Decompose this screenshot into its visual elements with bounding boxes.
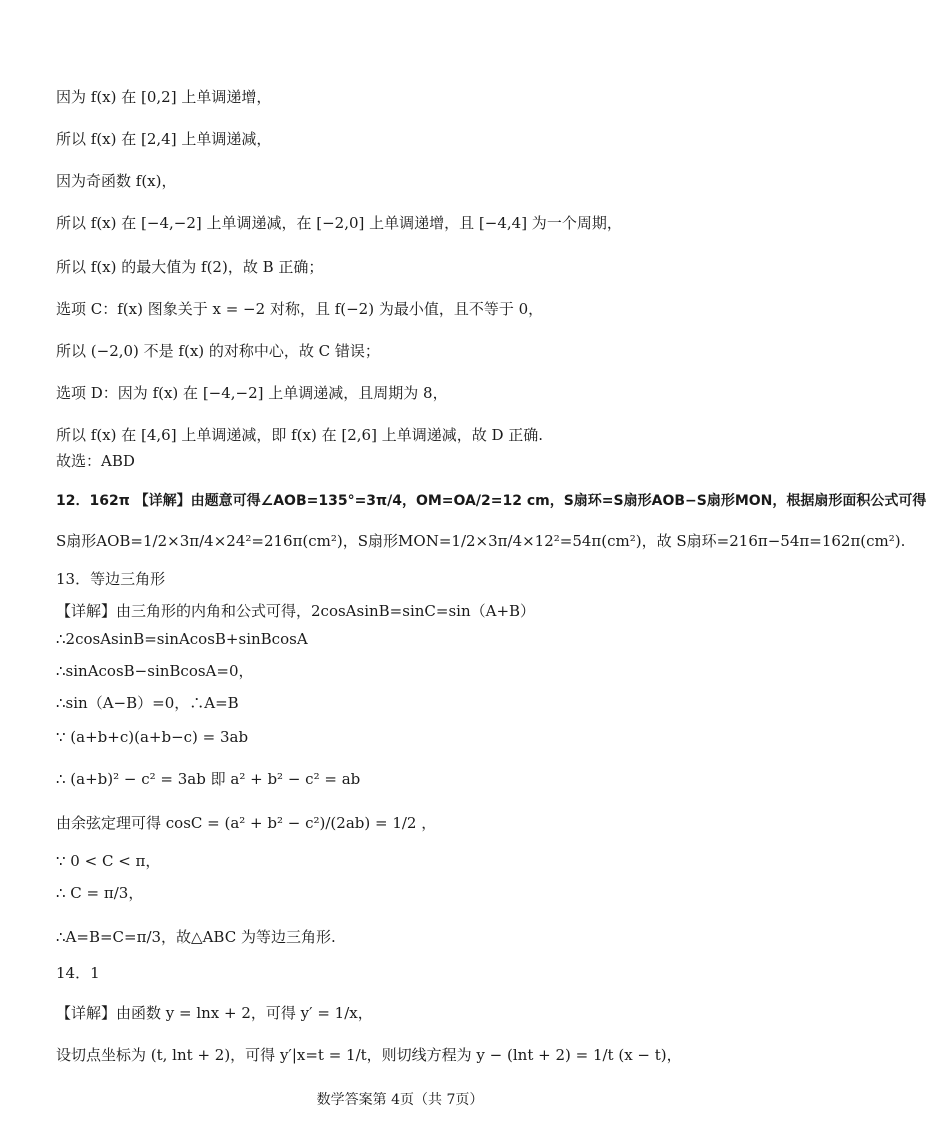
- text-line: 因为 f(x) 在 [0,2] 上单调递增，: [56, 88, 272, 106]
- text-line: 设切点坐标为 (t, lnt + 2)，可得 y′|x=t = 1/t，则切线方程为 y − (lnt + 2) = 1/t (x − t)，: [56, 1046, 682, 1064]
- q12-detail: 12．162π 【详解】由题意可得∠AOB=135°=3π/4，OM=OA/2=12 cm，S扇环=S扇形AOB−S扇形MON，根据扇形面积公式可得: [56, 493, 926, 509]
- page-footer: 数学答案第 4页（共 7页）: [316, 1092, 484, 1108]
- text-line: ∴A=B=C=π/3，故△ABC 为等边三角形.: [56, 928, 336, 946]
- answer-choice: 故选：ABD: [56, 452, 135, 470]
- text-line: 【详解】由三角形的内角和公式可得，2cosAsinB=sinC=sin（A+B）: [56, 602, 536, 620]
- text-line: ∴sin（A−B）=0，∴A=B: [56, 694, 239, 712]
- text-line: 所以 f(x) 在 [4,6] 上单调递减，即 f(x) 在 [2,6] 上单调递减，故 D 正确.: [56, 426, 544, 444]
- q12-formula: S扇形AOB=1/2×3π/4×24²=216π(cm²)，S扇形MON=1/2×3π/4×12²=54π(cm²)，故 S扇环=216π−54π=162π(cm²).: [56, 532, 906, 550]
- text-line: ∵ (a+b+c)(a+b−c) = 3ab: [56, 728, 249, 746]
- text-line: 选项 D：因为 f(x) 在 [−4,−2] 上单调递减，且周期为 8，: [56, 384, 448, 402]
- text-line: ∴2cosAsinB=sinAcosB+sinBcosA: [56, 630, 308, 648]
- text-line: 所以 (−2,0) 不是 f(x) 的对称中心，故 C 错误；: [56, 342, 380, 360]
- q13-answer: 13．等边三角形: [56, 570, 166, 588]
- text-line: ∴ (a+b)² − c² = 3ab 即 a² + b² − c² = ab: [56, 770, 361, 788]
- text-line: 所以 f(x) 在 [−4,−2] 上单调递减，在 [−2,0] 上单调递增，且 [−4,4] 为一个周期，: [56, 214, 622, 232]
- text-line: ∵ 0 < C < π，: [56, 852, 161, 870]
- text-line: 因为奇函数 f(x)，: [56, 172, 177, 190]
- text-line: ∴ C = π/3，: [56, 884, 144, 902]
- text-line: 选项 C：f(x) 图象关于 x = −2 对称，且 f(−2) 为最小值，且不等于 0，: [56, 300, 544, 318]
- text-line: 【详解】由函数 y = lnx + 2，可得 y′ = 1/x，: [56, 1004, 373, 1022]
- q14-answer: 14．1: [56, 964, 100, 982]
- text-line: 由余弦定理可得 cosC = (a² + b² − c²)/(2ab) = 1/2 ，: [56, 814, 437, 832]
- text-line: 所以 f(x) 的最大值为 f(2)，故 B 正确；: [56, 258, 324, 276]
- text-line: ∴sinAcosB−sinBcosA=0，: [56, 662, 254, 680]
- text-line: 所以 f(x) 在 [2,4] 上单调递减，: [56, 130, 272, 148]
